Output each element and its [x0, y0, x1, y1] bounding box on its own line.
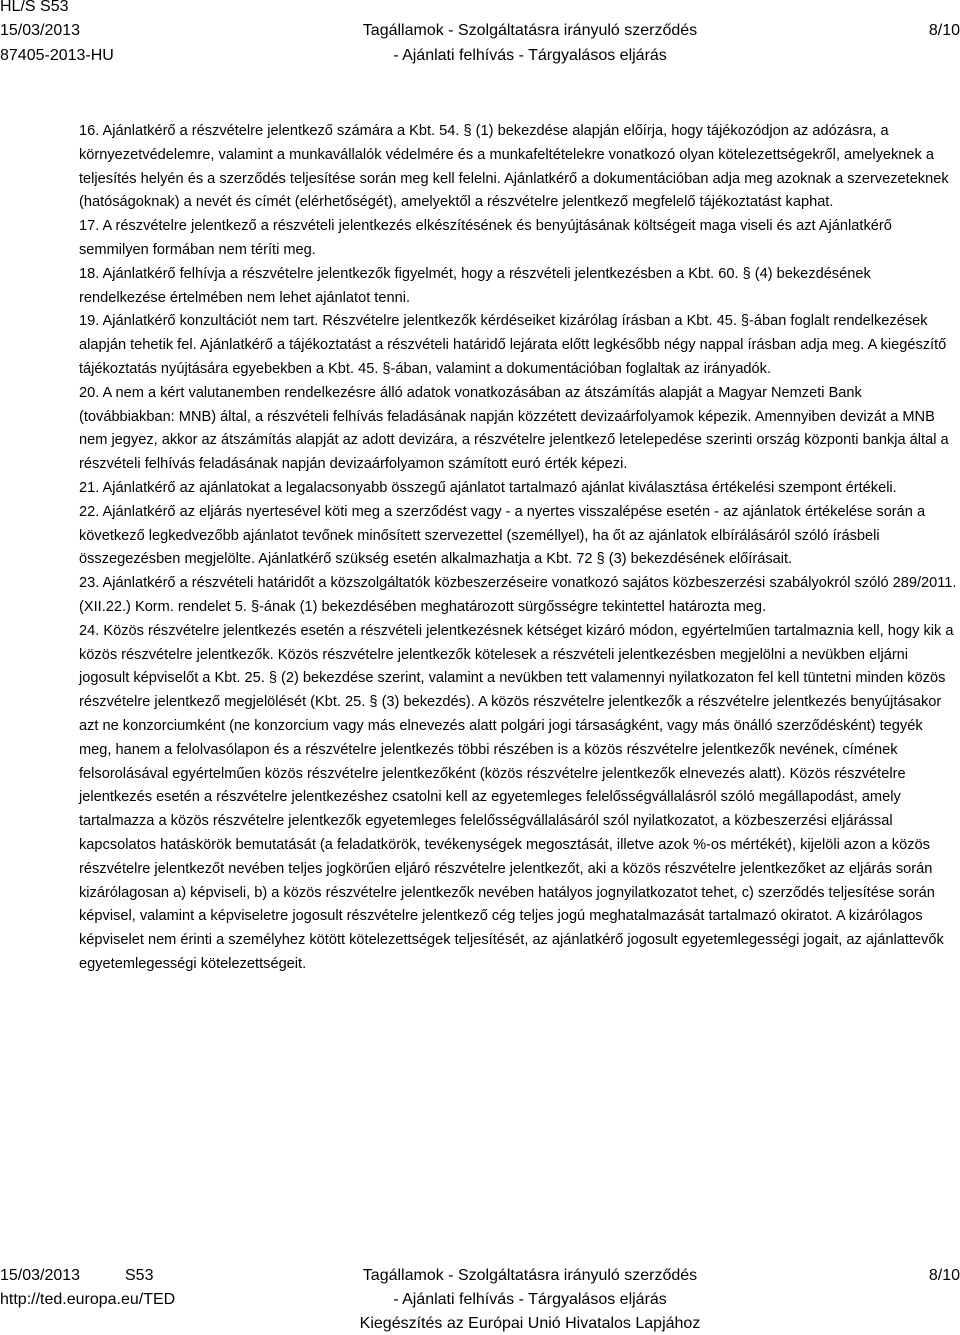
header-code: HL/S S53 — [0, 0, 69, 15]
paragraph-22: 22. Ajánlatkérő az eljárás nyertesével köti meg a szerződést vagy - a nyertes visszalépése esetén - az ajánlatok értékelése során a következő legkedvezőbb ajánlatot tevőnek minősített szervezettel (személlyel), ha őt az ajánlatok elbírálásáról szóló írásbeli összegezésben megjelölte. Ajánlatkérő szükség esetén alkalmazhatja a Kbt. 72 § (3) bekezdésének előírásait. — [79, 503, 926, 568]
paragraph-17: 17. A részvételre jelentkező a részvételi jelentkezés elkészítésének és benyújtásának költségeit maga viseli és azt Ajánlatkérő semmilyen formában nem téríti meg. — [79, 218, 892, 258]
document-body — [79, 120, 959, 977]
paragraph-16: 16. Ajánlatkérő a részvételre jelentkező számára a Kbt. 54. § (1) bekezdése alapján előírja, hogy tájékozódjon az adózásra, a környezetvédelemre, valamint a munkavállalók védelmére és a munkafeltételekre vonatkozó olyan kötelezettségekről, amelyeknek a teljesítés helyén és a szerződés teljesítése során meg kell felelni. Ajánlatkérő a dokumentációban adja meg azoknak a szervezeteknek (hatóságoknak) a nevét és címét (elérhetőségét), amelyektől a részvételre jelentkező megfelelő tájékoztatást kaphat. — [79, 123, 949, 211]
footer-title-line3: Kiegészítés az Európai Unió Hivatalos Lapjához — [359, 1315, 701, 1332]
footer-url: http://ted.europa.eu/TED — [0, 1291, 176, 1308]
footer-series: S53 — [125, 1267, 154, 1284]
paragraph-18: 18. Ajánlatkérő felhívja a részvételre jelentkezők figyelmét, hogy a részvételi jelentkezésben a Kbt. 60. § (4) bekezdésének rendelkezése értelmében nem lehet ajánlatot tenni. — [79, 265, 871, 306]
footer-date: 15/03/2013 — [0, 1267, 81, 1284]
header-reference: 87405-2013-HU — [0, 47, 114, 64]
footer-title-line1: Tagállamok - Szolgáltatásra irányuló szerződés — [362, 1267, 698, 1284]
footer-title-line2: - Ajánlati felhívás - Tárgyalásos eljárás — [393, 1291, 667, 1308]
header-title-line2: - Ajánlati felhívás - Tárgyalásos eljárás — [393, 47, 667, 64]
paragraph-19: 19. Ajánlatkérő konzultációt nem tart. Részvételre jelentkezők kérdéseiket kizárólag írásban a Kbt. 45. §-ában foglalt rendelkezések alapján tehetik fel. Ajánlatkérő a tájékoztatást a részvételi határidő lejárata előtt legkésőbb négy nappal írásban adja meg. A kiegészítő tájékoztatás nyújtására egyebekben a Kbt. 45. §-ában, valamint a dokumentációban foglaltak az irányadók. — [79, 313, 947, 377]
footer-page-number: 8/10 — [928, 1267, 960, 1284]
paragraph-24: 24. Közös részvételre jelentkezés esetén a részvételi jelentkezésnek kétséget kizáró módon, egyértelműen tartalmaznia kell, hogy kik a közös részvételre jelentkezők. Közös részvételre jelentkezők kötelesek a részvételi jelentkezésben megjelölni a nevükben eljárni jogosult képviselőt a Kbt. 25. § (2) bekezdése szerint, valamint a nevükben tett valamennyi nyilatkozaton fel kell tüntetni minden közös részvételre jelentkező megjelölését (Kbt. 25. § (3) bekezdés). A közös részvételre jelentkezők a részvételre jelentkezés benyújtásakor azt ne konzorciumként (ne konzorcium vagy más elnevezés alatt polgári jogi társaságként, vagy más önálló szerződésként) tegyék meg, hanem a felolvasólapon és a részvételre jelentkezés többi részében is a közös részvételre jelentkezők nevének, címének felsorolásával egyértelműen közös részvételre jelentkezőként (közös részvételre jelentkezők elnevezés alatt). Közös részvételre jelentkezés esetén a részvételre jelentkezéshez csatolni kell az egyetemleges felelősségvállalásról szóló megállapodást, amely tartalmazza a közös részvételre jelentkezők egyetemleges felelősségvállalásáról szól nyilatkozatot, a közbeszerzési eljárással kapcsolatos hatáskörök bemutatását (a feladatkörök, tevékenységek megosztását, illetve azok %-os mértékét), kijelöli azon a közös részvételre jelentkezőt nevében teljes jogkörűen eljáró részvételre jelentkezőt, aki a közös részvételre jelentkezőket az eljárás során kizárólagosan a) képviseli, b) a közös részvételre jelentkezők nevében hatályos jognyilatkozatot tehet, c) szerződés teljesítése során képvisel, valamint a képviseletre jogosult részvételre jelentkező cég teljes jogú meghatalmazását tartalmazó okiratot. A kizárólagos képviselet nem érinti a személyhez kötött kötelezettségek teljesítését, az ajánlatkérő jogosult egyetemlegességi jogait, az ajánlattevők egyetemlegességi kötelezettségeit. — [79, 622, 954, 972]
header-page-number: 8/10 — [928, 22, 960, 39]
paragraph-21: 21. Ajánlatkérő az ajánlatokat a legalacsonyabb összegű ajánlatot tartalmazó ajánlat kiválasztása értékelési szempont értékeli. — [79, 479, 897, 496]
header-date: 15/03/2013 — [0, 22, 81, 39]
paragraph-20: 20. A nem a kért valutanemben rendelkezésre álló adatok vonatkozásában az átszámítás alapját a Magyar Nemzeti Bank (továbbiakban: MNB) által, a részvételi felhívás feladásának napján közzétett devizaárfolyamok képezik. Amennyiben devizát a MNB nem jegyez, akkor az átszámítás alapját az adott devizára, a részvételre jelentkező letelepedése szerinti ország központi bankja által a részvételi felhívás feladásának napján devizaárfolyamon számított euró érték képezi. — [79, 384, 949, 473]
paragraph-23: 23. Ajánlatkérő a részvételi határidőt a közszolgáltatók közbeszerzéseire vonatkozó sajátos közbeszerzési szabályokról szóló 289/2011. (XII.22.) Korm. rendelet 5. §-ának (1) bekezdésében meghatározott sürgősségre tekintettel határozta meg. — [79, 575, 957, 615]
header-title-line1: Tagállamok - Szolgáltatásra irányuló szerződés — [362, 22, 698, 39]
